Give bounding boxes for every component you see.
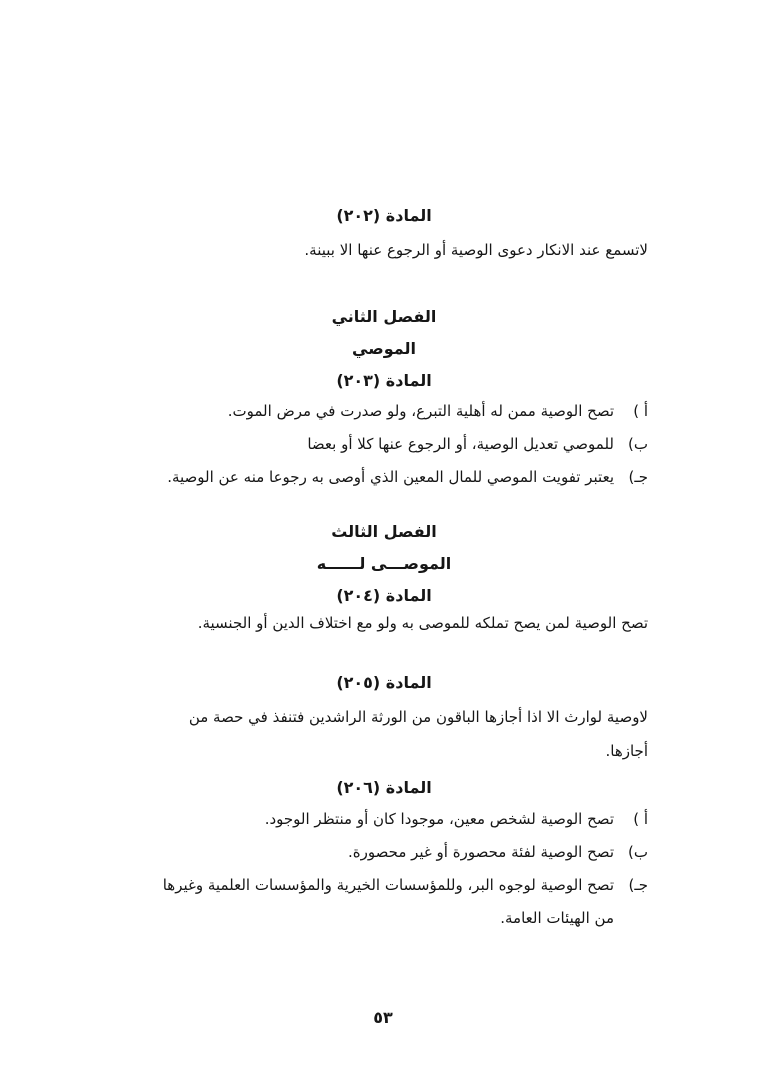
article-203-heading: المادة (٢٠٣) [336, 371, 432, 390]
page-number: ٥٣ [373, 1008, 393, 1027]
chapter-3-title: الفصل الثالث [331, 522, 437, 541]
article-203-item-a [120, 395, 648, 428]
item-text: تصح الوصية لشخص معين، موجودا كان أو منتظر الوجود. [264, 810, 614, 828]
item-marker [614, 902, 648, 935]
article-204-heading: المادة (٢٠٤) [336, 586, 432, 605]
item-text: يعتبر تفويت الموصي للمال المعين الذي أوصى به رجوعا منه عن الوصية. [167, 468, 614, 486]
article-203-item-c [120, 461, 648, 494]
chapter-3-subtitle: الموصـــى لــــــه [316, 554, 452, 573]
page-content [120, 0, 648, 935]
article-203-items [120, 395, 648, 494]
article-206-heading: المادة (٢٠٦) [336, 778, 432, 797]
article-202-heading: المادة (٢٠٢) [336, 206, 432, 225]
article-205-body-line2: أجازها. [605, 742, 648, 760]
item-marker: جـ) [628, 468, 648, 486]
item-marker: أ ) [633, 402, 648, 420]
article-204-body: تصح الوصية لمن يصح تملكه للموصى به ولو مع اختلاف الدين أو الجنسية. [197, 614, 648, 632]
item-text: تصح الوصية لفئة محصورة أو غير محصورة. [348, 843, 614, 861]
article-206-items [120, 803, 648, 935]
article-205-heading: المادة (٢٠٥) [336, 673, 432, 692]
article-206-item-a [120, 803, 648, 836]
article-202-body: لاتسمع عند الانكار دعوى الوصية أو الرجوع عنها الا ببينة. [304, 241, 648, 259]
item-marker: جـ) [628, 876, 648, 894]
article-205-body-line1: لاوصية لوارث الا اذا أجازها الباقون من الورثة الراشدين فتنفذ في حصة من [188, 708, 648, 726]
article-206-item-c-continuation [120, 902, 648, 935]
item-text: من الهيئات العامة. [500, 909, 614, 927]
item-text: تصح الوصية ممن له أهلية التبرع، ولو صدرت في مرض الموت. [227, 402, 614, 420]
item-text: تصح الوصية لوجوه البر، وللمؤسسات الخيرية والمؤسسات العلمية وغيرها [162, 876, 614, 894]
chapter-2-title: الفصل الثاني [331, 307, 437, 326]
item-marker: أ ) [633, 810, 648, 828]
article-206-item-b [120, 836, 648, 869]
article-206-item-c [120, 869, 648, 902]
item-marker: ب) [628, 843, 648, 861]
chapter-2-subtitle: الموصي [352, 339, 416, 358]
item-marker: ب) [628, 435, 648, 453]
article-203-item-b [120, 428, 648, 461]
item-text: للموصي تعديل الوصية، أو الرجوع عنها كلا أو بعضا [307, 435, 614, 453]
